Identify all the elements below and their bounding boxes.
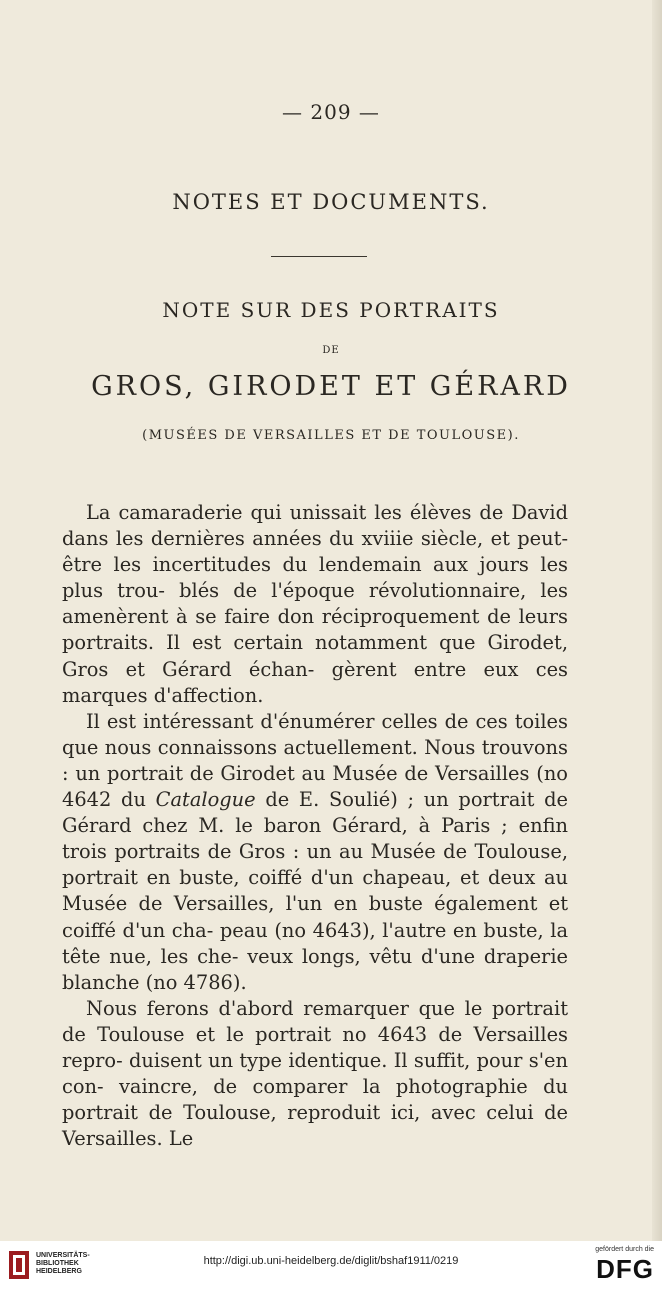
text-line: blés de l'époque révolutionnaire, les amenèrent à se (62, 579, 568, 629)
library-name-line: UNIVERSITÄTS- (36, 1252, 90, 1259)
divider-rule (271, 256, 367, 257)
text-line: peau (no 4643), l'autre en buste, la tête nue, les che- (62, 918, 569, 968)
digitization-footer (0, 1241, 662, 1289)
note-title-de: DE (322, 345, 340, 356)
text-line: dans les dernières années du xviiie siècle, et peut-être (62, 527, 568, 577)
text-line: en buste, coiffé d'un chapeau, et deux au Musée de (62, 866, 568, 916)
dfg-logo: DFG (596, 1254, 654, 1284)
text-line: Toulouse, reproduit ici, avec celui de Versailles. Le (62, 1101, 569, 1151)
text-line: Nous ferons d'abord remarquer que le portrait de (62, 996, 568, 1046)
text-line: vaincre, de comparer la photographie du portrait de (62, 1075, 568, 1125)
library-name-line: BIBLIOTHEK (36, 1260, 79, 1267)
text-line: duisent un type identique. Il suffit, pour s'en con- (62, 1048, 568, 1099)
section-title: NOTES ET DOCUMENTS. (172, 190, 490, 214)
funder-caption: gefördert durch die (595, 1246, 654, 1253)
text-line: les incertitudes du lendemain aux jours les plus trou- (62, 553, 568, 603)
page-number: — 209 — (282, 100, 380, 124)
paragraph-2 (62, 709, 568, 996)
page-edge (652, 0, 662, 1241)
text-line: certain notamment que Girodet, Gros et Gérard échan- (62, 631, 568, 681)
catalogue-title: Catalogue (155, 788, 256, 812)
note-title-names: GROS, GIRODET ET GÉRARD (91, 371, 571, 402)
permalink-url[interactable]: http://digi.ub.uni-heidelberg.de/diglit/bshaf1911/0219 (203, 1255, 459, 1267)
article-body (62, 500, 568, 1152)
note-subtitle: (MUSÉES DE VERSAILLES ET DE TOULOUSE). (142, 428, 520, 443)
library-name-line: HEIDELBERG (36, 1268, 82, 1275)
paragraph-1 (62, 500, 568, 709)
text-line: un portrait de Girodet au Musée de Versailles (75, 761, 530, 785)
text-line: Toulouse et le portrait no 4643 de Versailles repro- (62, 1022, 568, 1072)
text-line: Il est intéressant d'énumérer celles de ces toiles (86, 709, 568, 733)
text-line: Versailles, l'un en buste également et coiffé d'un cha- (62, 892, 569, 942)
note-title-line1: NOTE SUR DES PORTRAITS (162, 298, 500, 322)
text-line: La camaraderie qui unissait les élèves de David (86, 501, 568, 524)
text-line: (no 4642 du Catalogue de E. Soulié) ; un portrait de (62, 761, 568, 812)
text-line: que nous connaissons actuellement. Nous trouvons : (62, 735, 568, 785)
text-line: gèrent entre eux ces marques d'affection. (62, 657, 568, 707)
text-line: faire don réciproquement de leurs portraits. Il est (62, 605, 568, 655)
text-line: veux longs, vêtu d'une draperie blanche (no 4786). (62, 944, 568, 994)
text-line: portraits de Gros : un au Musée de Toulouse, portrait (62, 840, 568, 890)
text-line: Gérard chez M. le baron Gérard, à Paris ; enfin trois (62, 814, 568, 864)
paragraph-3 (62, 996, 568, 1153)
